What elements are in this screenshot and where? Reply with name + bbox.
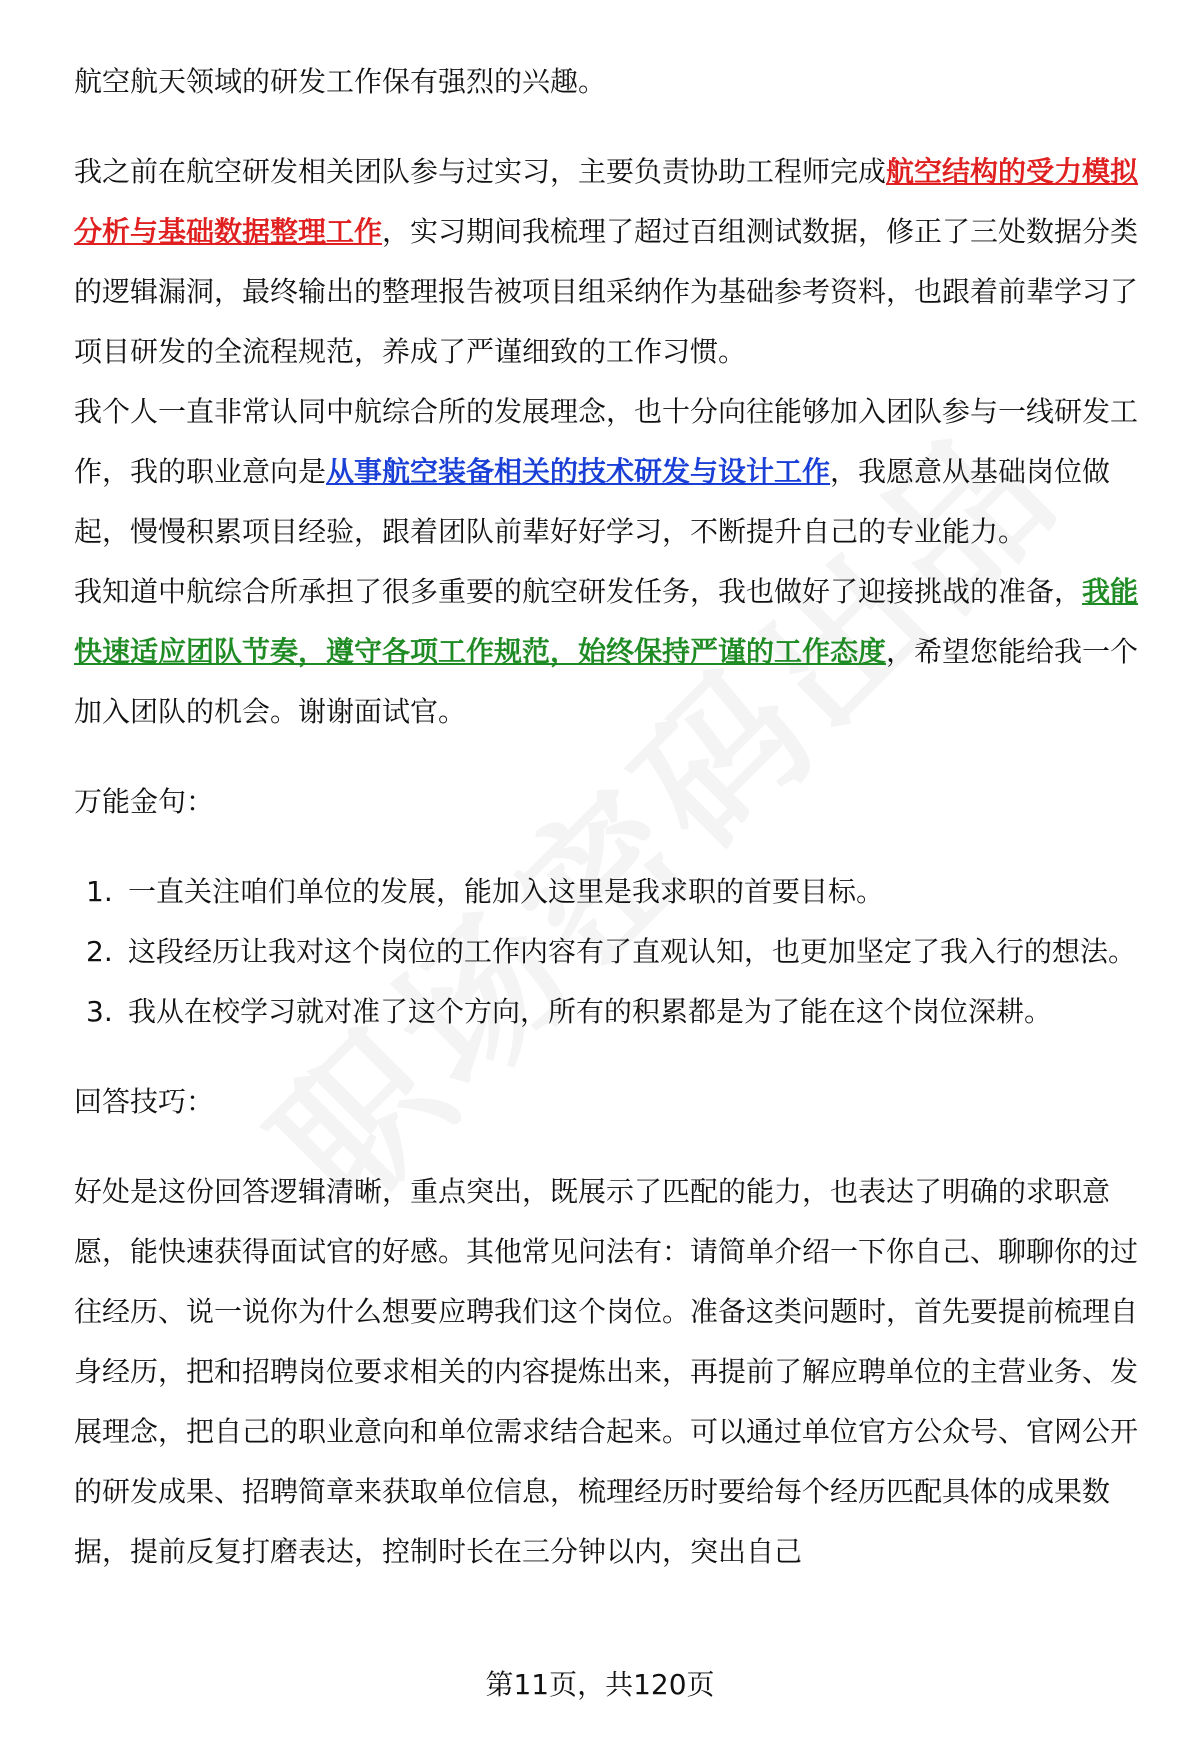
list-number: 3. <box>86 995 113 1028</box>
highlight-green: 我能快速适应团队节奏，遵守各项工作规范，始终保持严谨的工作态度 <box>74 575 1139 668</box>
highlight-blue: 从事航空装备相关的技术研发与设计工作 <box>326 455 831 488</box>
list-item-text: 这段经历让我对这个岗位的工作内容有了直观认知，也更加坚定了我入行的想法。 <box>128 935 1137 968</box>
list-item-text: 我从在校学习就对准了这个方向，所有的积累都是为了能在这个岗位深耕。 <box>128 995 1053 1028</box>
career-text-start: 我个人一直非常认同中航综合所的发展理念，也十分向往能够加入团队参与一线研发工作，我的职业意向是 <box>74 395 1139 488</box>
closing-text-end: ，希望您能给我一个加入团队的机会。谢谢面试官。 <box>74 635 1139 728</box>
internship-text-end: ，实习期间我梳理了超过百组测试数据，修正了三处数据分类的逻辑漏洞，最终输出的整理报告被项目组采纳作为基础参考资料，也跟着前辈学习了项目研发的全流程规范，养成了严谨细致的工作习惯。 <box>74 215 1139 368</box>
list-number: 1. <box>86 875 113 908</box>
tips-paragraph: 好处是这份回答逻辑清晰，重点突出，既展示了匹配的能力，也表达了明确的求职意愿，能快速获得面试官的好感。其他常见问法有：请简单介绍一下你自己、聊聊你的过往经历、说一说你为什么想要应聘我们这个岗位。准备这类问题时，首先要提前梳理自身经历，把和招聘岗位要求相关的内容提炼出来，再提前了解应聘单位的主营业务、发展理念，把自己的职业意向和单位需求结合起来。可以通过单位官方公众号、官网公开的研发成果、招聘简章来获取单位信息，梳理经历时要给每个经历匹配具体的成果数据，提前反复打磨表达，控制时长在三分钟以内，突出自己 <box>74 1175 1139 1568</box>
tips-heading: 回答技巧： <box>74 1085 215 1118</box>
list-item <box>74 922 1146 982</box>
paragraph-career-intent <box>74 382 1146 562</box>
highlight-red: 航空结构的受力模拟分析与基础数据整理工作 <box>74 155 1139 248</box>
paragraph-internship <box>74 142 1146 382</box>
paragraph-1: 航空航天领域的研发工作保有强烈的兴趣。 <box>74 65 607 98</box>
closing-text-start: 我知道中航综合所承担了很多重要的航空研发任务，我也做好了迎接挑战的准备， <box>74 575 1083 608</box>
document-body <box>74 52 1146 1582</box>
internship-text-start: 我之前在航空研发相关团队参与过实习，主要负责协助工程师完成 <box>74 155 887 188</box>
list-item <box>74 982 1146 1042</box>
paragraph-closing <box>74 562 1146 742</box>
list-item <box>74 862 1146 922</box>
list-item-text: 一直关注咱们单位的发展，能加入这里是我求职的首要目标。 <box>128 875 885 908</box>
page-number: 第11页，共120页 <box>485 1668 715 1701</box>
golden-sentences-list <box>74 862 1146 1042</box>
career-text-end: ，我愿意从基础岗位做起，慢慢积累项目经验，跟着团队前辈好好学习，不断提升自己的专业能力。 <box>74 455 1111 548</box>
golden-sentences-heading: 万能金句： <box>74 785 215 818</box>
list-number: 2. <box>86 935 113 968</box>
